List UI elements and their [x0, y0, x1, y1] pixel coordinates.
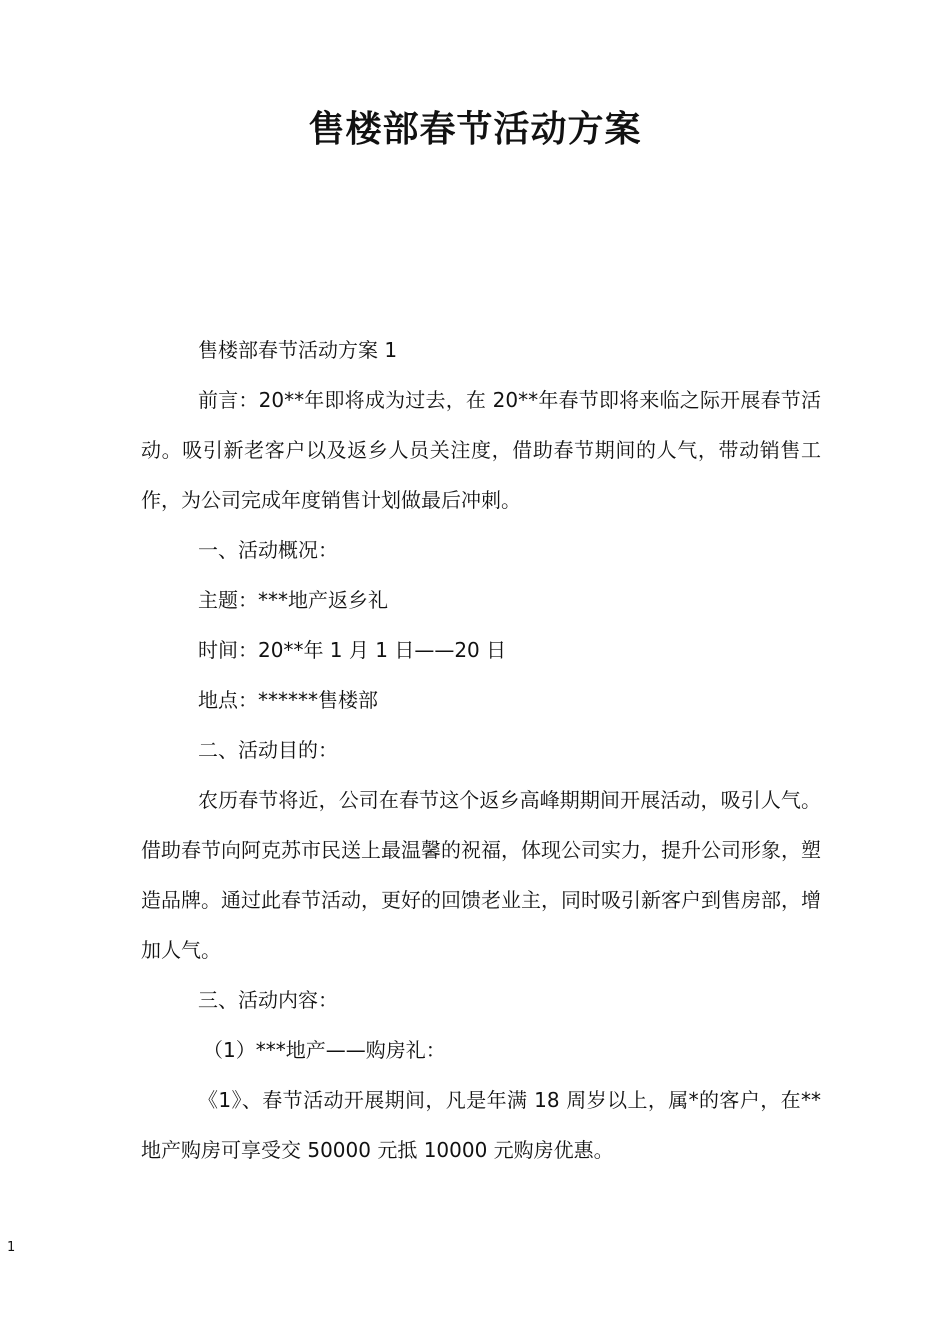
section-heading-content: 三、活动内容： [198, 988, 338, 1012]
purpose-paragraph: 农历春节将近，公司在春节这个返乡高峰期期间开展活动，吸引人气。借助春节向阿克苏市民送上最温馨的祝福，体现公司实力，提升公司形象，塑造品牌。通过此春节活动，更好的回馈老业主，同时吸引新客户到售房部，增加人气。 [141, 788, 821, 962]
document-title: 售楼部春节活动方案 [308, 109, 642, 150]
document-body [141, 325, 821, 1175]
preface-paragraph: 前言：20**年即将成为过去，在 20**年春节即将来临之际开展春节活动。吸引新老客户以及返乡人员关注度，借助春节期间的人气，带动销售工作，为公司完成年度销售计划做最后冲刺。 [141, 388, 821, 512]
page-number: 1 [7, 1240, 16, 1255]
subsection-heading-purchase-gift: （1）***地产——购房礼： [203, 1038, 446, 1062]
section-heading-plan-1: 售楼部春节活动方案 1 [198, 338, 398, 362]
time-line: 时间：20**年 1 月 1 日——20 日 [198, 638, 507, 662]
section-heading-overview: 一、活动概况： [198, 538, 338, 562]
purchase-offer-paragraph: 《1》、春节活动开展期间，凡是年满 18 周岁以上，属*的客户，在**地产购房可享受交 50000 元抵 10000 元购房优惠。 [141, 1088, 821, 1162]
section-heading-purpose: 二、活动目的： [198, 738, 338, 762]
location-line: 地点：******售楼部 [198, 688, 378, 712]
theme-line: 主题：***地产返乡礼 [198, 588, 388, 612]
